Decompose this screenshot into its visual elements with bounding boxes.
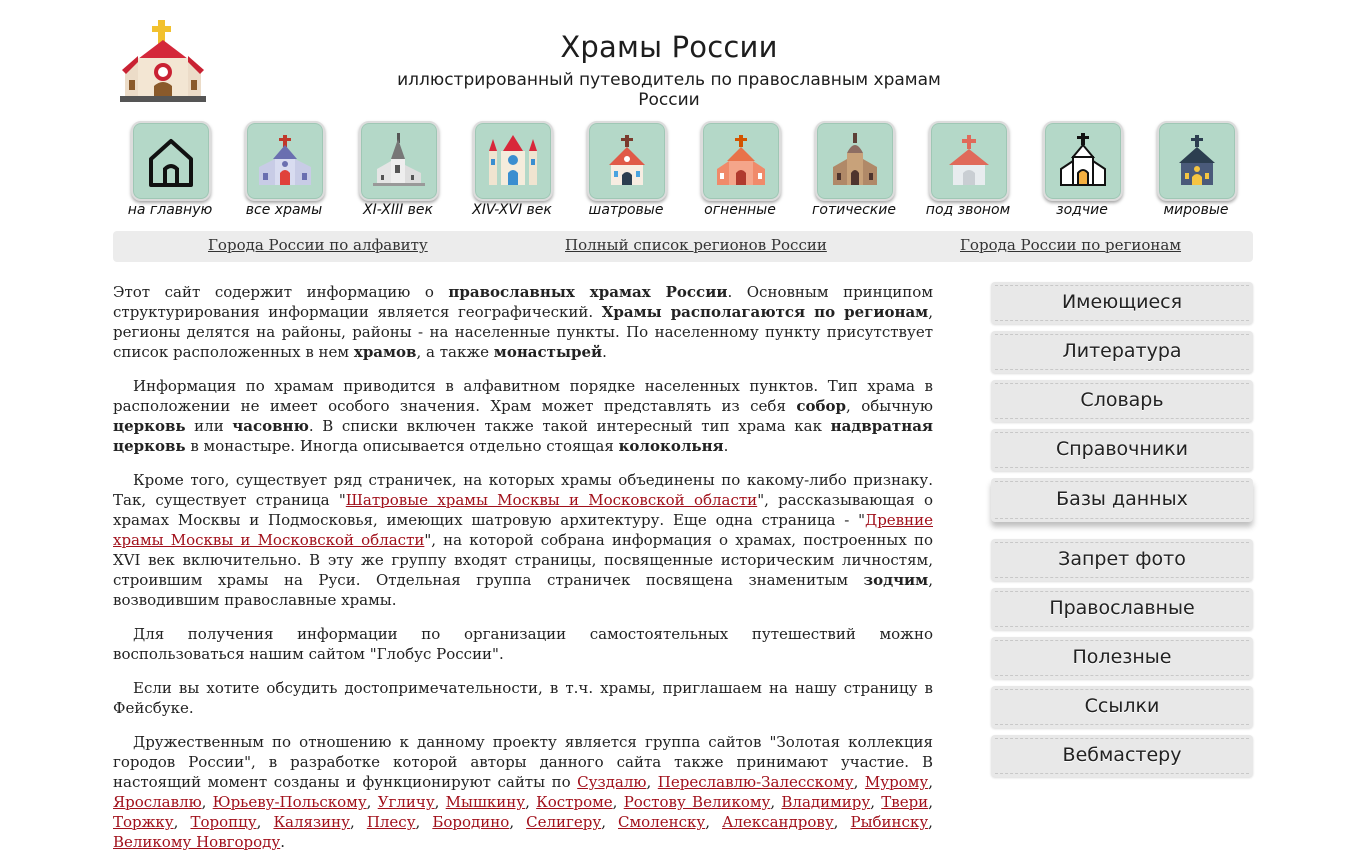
nav-all-churches[interactable] [227, 118, 341, 222]
bold-text: надвратная церковь [113, 417, 933, 455]
city-site-link[interactable]: Смоленску [618, 813, 706, 831]
city-links-bar [113, 231, 1253, 262]
intro-paragraph [113, 282, 933, 362]
city-site-link[interactable]: Твери [881, 793, 929, 811]
text: . В списки включен также такой интересный тип храма как [308, 417, 831, 435]
friends-paragraph [113, 732, 933, 852]
site-header [0, 0, 1366, 110]
nav-label: огненные [704, 202, 776, 218]
city-site-link[interactable]: Костроме [536, 793, 613, 811]
bold-text: колокольня [618, 437, 724, 455]
nav-label: все храмы [245, 202, 323, 218]
text: Этот сайт содержит информацию о [113, 283, 449, 301]
church-icon [253, 129, 317, 193]
nav-label: XI-XIII век [362, 202, 434, 218]
bell-church-icon [937, 129, 1001, 193]
text: в монастыре. Иногда описывается отдельно стоящая [185, 437, 619, 455]
sidebar-item-literature[interactable]: Литература [991, 331, 1253, 373]
bold-text: часовню [232, 417, 309, 435]
architect-church-icon [1051, 129, 1115, 193]
text: , регионы делятся на районы, районы - на населенные пункты. По населенному пункту присутствует список расположенных в нем [113, 303, 933, 361]
text: или [185, 417, 233, 435]
link-tent-churches[interactable]: Шатровые храмы Москвы и Московской области [345, 491, 758, 509]
city-site-link[interactable]: Ростову Великому [623, 793, 771, 811]
text: ", на которой собрана информация о храмах, построенных по XVI век включительно. В эту же группу входят страницы, посвященные историческим личностям, строившим храмы на Руси. Отдельная группа страничек посвящена знаменитым [113, 531, 933, 589]
nav-label: зодчие [1056, 202, 1108, 218]
nav-label: шатровые [588, 202, 664, 218]
home-icon [139, 129, 203, 193]
nav-gothic[interactable] [797, 118, 911, 222]
text: , возводившим православные храмы. [113, 571, 933, 609]
city-site-link[interactable]: Плесу [366, 813, 416, 831]
bold-text: зодчим [863, 571, 929, 589]
city-site-link[interactable]: Мурому [864, 773, 929, 791]
sidebar-item-webmaster[interactable]: Вебмастеру [991, 735, 1253, 777]
city-site-link[interactable]: Угличу [377, 793, 435, 811]
nav-tent[interactable] [569, 118, 683, 222]
nav-tile[interactable] [245, 121, 325, 201]
text: . [280, 833, 286, 851]
city-site-link[interactable]: Ярославлю [113, 793, 202, 811]
text: . [602, 343, 607, 361]
nav-tile[interactable] [359, 121, 439, 201]
site-subtitle: иллюстрированный путеводитель по православным храмам России [397, 70, 941, 110]
nav-tile[interactable] [929, 121, 1009, 201]
types-paragraph [113, 376, 933, 456]
nav-tile[interactable] [587, 121, 667, 201]
bold-text: собор [796, 397, 846, 415]
city-site-link[interactable]: Великому Новгороду [113, 833, 281, 851]
nav-fire[interactable] [683, 118, 797, 222]
fire-church-icon [709, 129, 773, 193]
nav-home[interactable] [113, 118, 227, 222]
nav-label: готические [812, 202, 896, 218]
nav-tile[interactable] [131, 121, 211, 201]
city-site-link[interactable]: Селигеру [526, 813, 602, 831]
sidebar-item-existing[interactable]: Имеющиеся [991, 282, 1253, 324]
link-cities-by-region[interactable]: Города России по регионам [960, 236, 1182, 254]
gothic-church-icon [823, 129, 887, 193]
nav-bell[interactable] [911, 118, 1025, 222]
nav-label: на главную [127, 202, 213, 218]
main-content [113, 282, 933, 866]
city-site-link[interactable]: Владимиру [781, 793, 871, 811]
bold-text: православных храмах России [448, 283, 728, 301]
bold-text: Храмы располагаются по регионам [601, 303, 929, 321]
nav-xiv-xvi[interactable] [455, 118, 569, 222]
nav-tile[interactable] [701, 121, 781, 201]
sidebar-item-dictionary[interactable]: Словарь [991, 380, 1253, 422]
city-site-link[interactable]: Суздалю [577, 773, 647, 791]
sidebar-item-references[interactable]: Справочники [991, 429, 1253, 471]
city-site-link[interactable]: Юрьеву-Польскому [212, 793, 367, 811]
nav-tile[interactable] [815, 121, 895, 201]
city-site-link[interactable]: Торопцу [190, 813, 257, 831]
text: , обычную [846, 397, 933, 415]
nav-tile[interactable] [1043, 121, 1123, 201]
category-nav [113, 118, 1253, 222]
text: Кроме того, существует ряд страничек, на которых храмы объединены по какому-либо признаку. Так, существует страница " [113, 471, 933, 509]
travel-paragraph: Для получения информации по организации самостоятельных путешествий можно воспользоваться нашим сайтом "Глобус России". [113, 625, 933, 663]
city-site-link[interactable]: Александрову [722, 813, 834, 831]
city-links: Суздалю, Переславлю-Залесскому, Мурому, Ярославлю, Юрьеву-Польскому, Угличу, Мышкину, Костроме, Ростову Великому, Владимиру, Твери, Торжку, Торопцу, Калязину, Плесу, Бородино, Селигеру, Смоленску, Александрову, Рыбинску, Великому Новгороду [113, 773, 933, 851]
sidebar-item-databases[interactable]: Базы данных [991, 478, 1253, 522]
nav-xi-xiii[interactable] [341, 118, 455, 222]
cathedral-icon [481, 129, 545, 193]
city-site-link[interactable]: Торжку [113, 813, 174, 831]
city-site-link[interactable]: Бородино [432, 813, 510, 831]
bold-text: церковь [113, 417, 186, 435]
sidebar-item-photo-ban[interactable]: Запрет фото [991, 539, 1253, 581]
text: Информация по храмам приводится в алфавитном порядке населенных пунктов. Тип храма в расположении не имеет особого значения. Храм может представлять из себя [113, 377, 933, 415]
bold-text: монастырей [493, 343, 603, 361]
nav-label: XIV-XVI век [472, 202, 552, 218]
nav-label: под звоном [925, 202, 1011, 218]
facebook-paragraph: Если вы хотите обсудить достопримечательности, в т.ч. храмы, приглашаем на нашу страницу в Фейсбуке. [113, 679, 933, 717]
nav-tile[interactable] [1157, 121, 1237, 201]
link-cities-alphabet[interactable]: Города России по алфавиту [208, 236, 428, 254]
text: Дружественным по отношению к данному проекту является группа сайтов "Золотая коллекция городов России", в разработке которой авторы данного сайта также принимают участие. В настоящий момент созданы и функционируют сайты по [113, 733, 933, 791]
text: , а также [416, 343, 494, 361]
text: . Основным принципом структурирования информации является географический. [113, 283, 934, 321]
city-site-link[interactable]: Калязину [273, 813, 350, 831]
city-site-link[interactable]: Переславлю-Залесскому [657, 773, 854, 791]
nav-tile[interactable] [473, 121, 553, 201]
old-church-icon [367, 129, 431, 193]
sidebar-item-links[interactable]: Ссылки [991, 686, 1253, 728]
site-title: Храмы России [560, 30, 778, 64]
nav-world[interactable] [1139, 118, 1253, 222]
groups-paragraph [113, 470, 933, 610]
bold-text: храмов [353, 343, 417, 361]
city-site-link[interactable]: Мышкину [445, 793, 526, 811]
nav-architects[interactable] [1025, 118, 1139, 222]
city-site-link[interactable]: Рыбинску [850, 813, 929, 831]
sidebar-item-useful[interactable]: Полезные [991, 637, 1253, 679]
text: ", рассказывающая о храмах Москвы и Подмосковья, имеющих шатровую архитектуру. Еще одна страница - " [113, 491, 933, 529]
link-regions-list[interactable]: Полный список регионов России [565, 236, 827, 254]
nav-label: мировые [1163, 202, 1229, 218]
world-church-icon [1165, 129, 1229, 193]
link-ancient-churches[interactable]: Древние храмы Москвы и Московской области [113, 511, 933, 549]
sidebar-item-orthodox[interactable]: Православные [991, 588, 1253, 630]
church-logo-icon[interactable] [120, 18, 206, 102]
tent-church-icon [595, 129, 659, 193]
text: . [723, 437, 729, 455]
